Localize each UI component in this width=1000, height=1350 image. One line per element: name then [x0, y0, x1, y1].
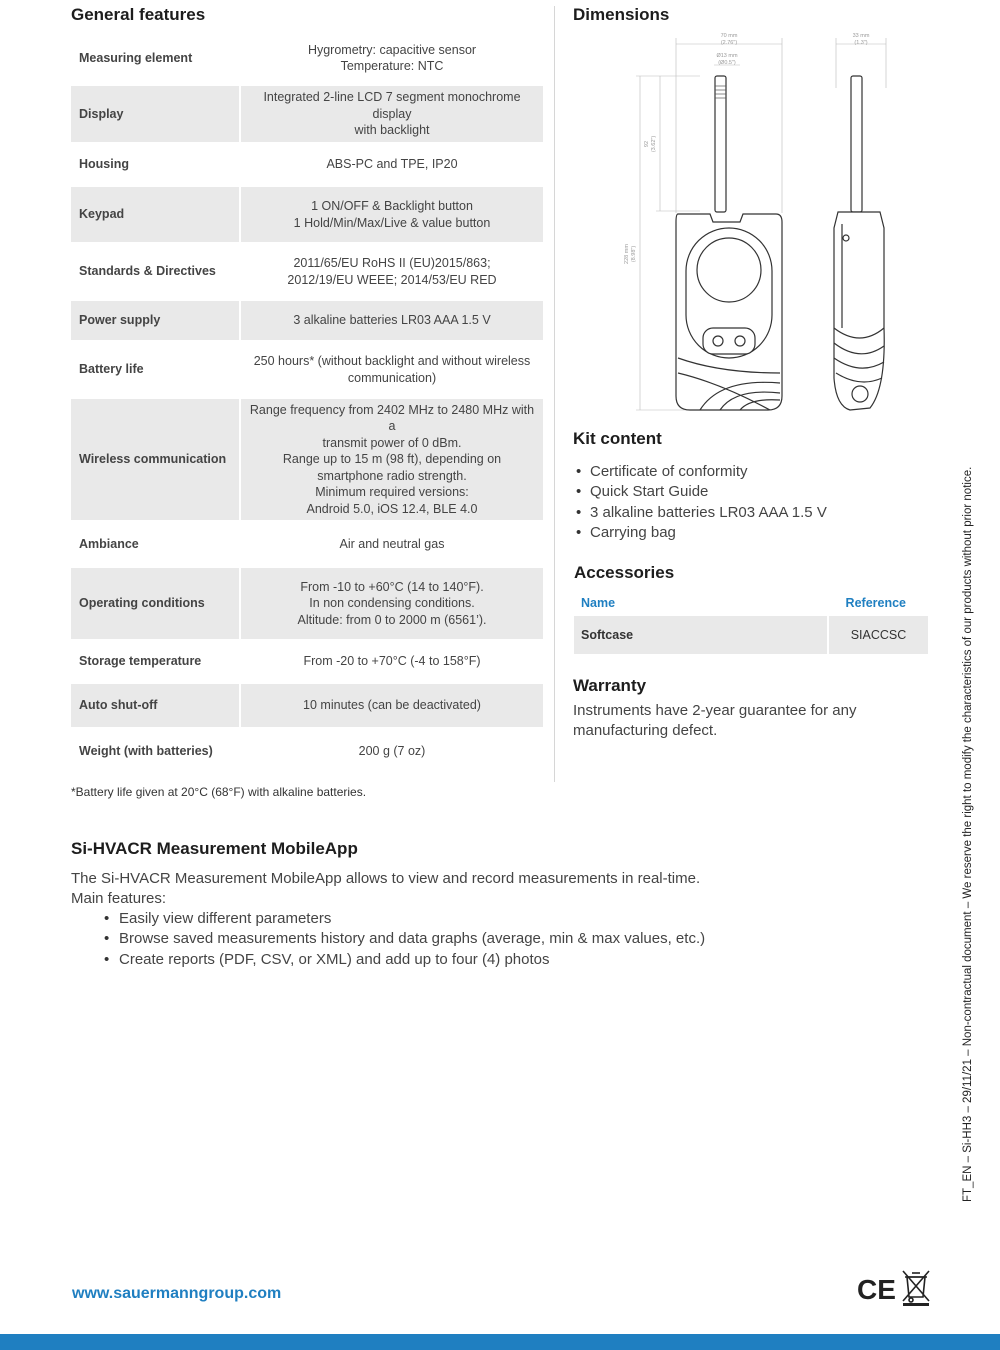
accessories-title: Accessories — [574, 563, 675, 582]
table-row — [71, 568, 543, 642]
app-features-list — [104, 909, 705, 970]
column-divider — [554, 6, 555, 782]
spec-value: Range frequency from 2402 MHz to 2480 MHz with a transmit power of 0 dBm. Range up to 15 m (98 ft), depending on smartphone radio strength. Minimum required versions: Android 5.0, iOS 12.4, BLE 4.0 — [239, 399, 543, 523]
list-item: • Browse saved measurements history and data graphs (average, min & max values, etc.) — [104, 929, 705, 949]
dim-height-mm: 228 mm — [624, 244, 630, 264]
footer-bar — [0, 1334, 1000, 1350]
dim-width-in: (2.76") — [720, 40, 738, 46]
spec-value: ABS-PC and TPE, IP20 — [239, 145, 543, 187]
spec-value: 1 ON/OFF & Backlight button 1 Hold/Min/Max/Live & value button — [239, 187, 543, 245]
app-intro: The Si-HVACR Measurement MobileApp allows to view and record measurements in real-time. Main features: — [71, 870, 701, 908]
warranty-title: Warranty — [573, 676, 647, 695]
table-row — [574, 616, 928, 654]
spec-value: From -20 to +70°C (-4 to 158°F) — [239, 642, 543, 684]
spec-label: Battery life — [71, 343, 239, 399]
dimensions-title: Dimensions — [573, 5, 670, 24]
warranty-text: Instruments have 2-year guarantee for any manufacturing defect. — [573, 702, 857, 740]
spec-value: 250 hours* (without backlight and without wireless communication) — [239, 343, 543, 399]
table-row — [71, 730, 543, 776]
dim-probe-mm: 92 — [644, 140, 650, 148]
spec-label: Display — [71, 86, 239, 145]
spec-value: 10 minutes (can be deactivated) — [239, 684, 543, 730]
device-side-view — [834, 76, 884, 410]
certification-marks — [857, 1267, 933, 1307]
table-row — [71, 301, 543, 343]
table-row — [71, 187, 543, 245]
dim-depth-in: (1.3") — [854, 40, 868, 46]
kit-content-list — [574, 462, 827, 543]
list-item: • Carrying bag — [574, 523, 827, 543]
dim-diam-in: (Ø0.5") — [718, 60, 736, 66]
spec-label: Ambiance — [71, 523, 239, 568]
list-item: • Create reports (PDF, CSV, or XML) and add up to four (4) photos — [104, 950, 705, 970]
spec-label: Wireless communication — [71, 399, 239, 523]
list-item: • Certificate of conformity — [574, 462, 827, 482]
table-row — [71, 523, 543, 568]
dim-probe-in: (3.62") — [651, 135, 657, 153]
spec-label: Keypad — [71, 187, 239, 245]
spec-label: Operating conditions — [71, 568, 239, 642]
list-item: • Quick Start Guide — [574, 482, 827, 502]
accessories-table — [574, 590, 928, 654]
spec-label: Power supply — [71, 301, 239, 343]
table-row — [71, 145, 543, 187]
spec-value: Hygrometry: capacitive sensor Temperature: NTC — [239, 33, 543, 86]
app-title: Si-HVACR Measurement MobileApp — [71, 839, 358, 858]
spec-value: 3 alkaline batteries LR03 AAA 1.5 V — [239, 301, 543, 343]
accessory-reference: SIACCSC — [828, 616, 928, 654]
dim-depth-mm: 33 mm — [852, 33, 870, 39]
table-row — [71, 684, 543, 730]
dim-diam-mm: Ø13 mm — [716, 53, 738, 59]
table-row — [71, 86, 543, 145]
table-row — [71, 642, 543, 684]
spec-value: From -10 to +60°C (14 to 140°F). In non condensing conditions. Altitude: from 0 to 2000 m (6561’). — [239, 568, 543, 642]
kit-content-title: Kit content — [573, 429, 662, 448]
weee-bin-icon — [903, 1271, 929, 1306]
dim-width-mm: 70 mm — [720, 33, 738, 39]
table-row — [71, 399, 543, 523]
spec-value: 2011/65/EU RoHS II (EU)2015/863; 2012/19/EU WEEE; 2014/53/EU RED — [239, 245, 543, 301]
general-features-table — [71, 33, 543, 776]
accessories-col-name: Name — [581, 596, 616, 610]
spec-label: Weight (with batteries) — [71, 730, 239, 776]
legal-side-note: FT_EN – Si-HH3 – 29/11/21 – Non-contractual document – We reserve the right to modify the characteristics of our products without prior notice. — [962, 466, 974, 1202]
table-row — [71, 33, 543, 86]
spec-value: 200 g (7 oz) — [239, 730, 543, 776]
website-link[interactable]: www.sauermanngroup.com — [72, 1285, 282, 1302]
ce-mark: CE — [857, 1274, 896, 1305]
table-row — [71, 245, 543, 301]
dim-height-in: (8.98") — [631, 245, 637, 263]
table-row — [71, 343, 543, 399]
dimensions-drawing — [600, 28, 900, 413]
spec-label: Storage temperature — [71, 642, 239, 684]
device-front-view — [676, 76, 782, 410]
list-item: • 3 alkaline batteries LR03 AAA 1.5 V — [574, 503, 827, 523]
spec-label: Housing — [71, 145, 239, 187]
spec-label: Standards & Directives — [71, 245, 239, 301]
spec-label: Measuring element — [71, 33, 239, 86]
accessory-name: Softcase — [574, 616, 828, 654]
list-item: • Easily view different parameters — [104, 909, 705, 929]
spec-value: Air and neutral gas — [239, 523, 543, 568]
spec-value: Integrated 2-line LCD 7 segment monochrome display with backlight — [239, 86, 543, 145]
general-features-title: General features — [71, 5, 206, 24]
accessories-col-reference: Reference — [845, 596, 906, 610]
battery-footnote: *Battery life given at 20°C (68°F) with alkaline batteries. — [71, 785, 367, 799]
spec-label: Auto shut-off — [71, 684, 239, 730]
